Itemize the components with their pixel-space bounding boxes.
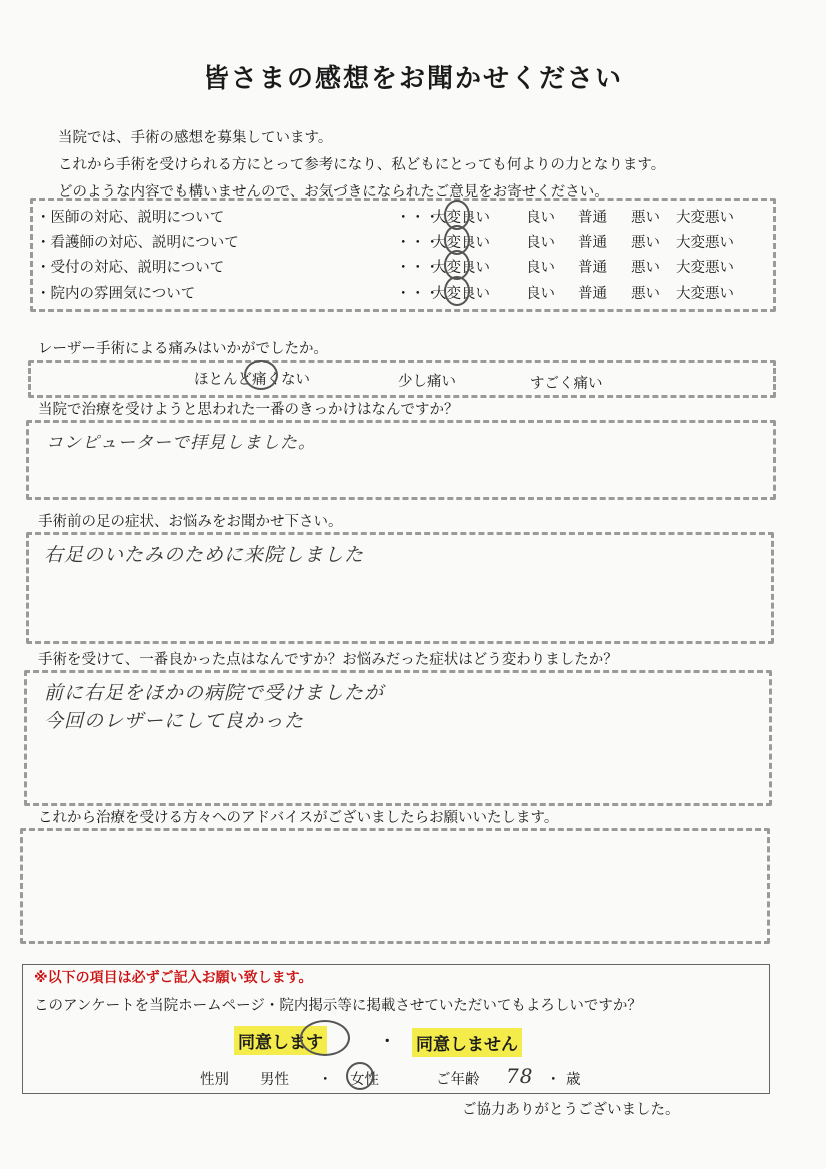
agree-option[interactable]: 同意します [234, 1026, 327, 1055]
intro-line-1: 当院では、手術の感想を募集しています。 [58, 130, 333, 146]
selection-circle [346, 1062, 374, 1090]
consent-separator: ・ [380, 1034, 395, 1050]
option-good[interactable]: 良い [526, 235, 555, 251]
option-bad[interactable]: 悪い [631, 260, 660, 276]
thanks-message: ご協力ありがとうございました。 [462, 1102, 680, 1118]
option-very-good[interactable]: 大変良い [432, 210, 490, 226]
consent-question: このアンケートを当院ホームページ・院内掲示等に掲載させていただいてもよろしいですか？ [34, 998, 642, 1014]
option-very-bad[interactable]: 大変悪い [676, 235, 734, 251]
selection-circle [300, 1020, 350, 1056]
option-normal[interactable]: 普通 [578, 235, 607, 251]
rating-label: ・受付の対応、説明について [36, 260, 225, 276]
pain-option-severe[interactable]: すごく痛い [530, 376, 603, 392]
option-bad[interactable]: 悪い [631, 286, 660, 302]
rating-dots: ・・・ [396, 260, 440, 276]
result-question: 手術を受けて、一番良かった点はなんですか？お悩みだった症状はどう変わりましたか？ [38, 652, 618, 668]
pain-question: レーザー手術による痛みはいかがでしたか。 [38, 341, 328, 357]
gender-male[interactable]: 男性 [260, 1072, 289, 1088]
selection-circle [444, 276, 470, 306]
disagree-option[interactable]: 同意しません [412, 1028, 522, 1057]
advice-answer-box[interactable] [20, 828, 770, 944]
age-label: ご年齢 [436, 1072, 480, 1088]
result-answer-line-1: 前に右足をほかの病院で受けましたが [44, 682, 385, 704]
age-separator: ・ [546, 1072, 561, 1088]
advice-question: これから治療を受ける方々へのアドバイスがございましたらお願いいたします。 [38, 810, 559, 826]
option-bad[interactable]: 悪い [631, 235, 660, 251]
intro-line-2: これから手術を受けられる方にとって参考になり、私どもにとっても何よりの力となります。 [58, 157, 666, 173]
rating-label: ・看護師の対応、説明について [36, 235, 239, 251]
option-very-good[interactable]: 大変良い [432, 235, 490, 251]
required-note: ※以下の項目は必ずご記入お願い致します。 [34, 970, 313, 986]
option-good[interactable]: 良い [526, 260, 555, 276]
selection-circle [244, 360, 278, 390]
rating-dots: ・・・ [396, 286, 440, 302]
option-normal[interactable]: 普通 [578, 210, 607, 226]
option-very-bad[interactable]: 大変悪い [676, 260, 734, 276]
option-bad[interactable]: 悪い [631, 210, 660, 226]
intro-line-3: どのような内容でも構いませんので、お気づきになられたご意見をお寄せください。 [58, 184, 609, 200]
pain-option-none[interactable]: ほとんど痛くない [194, 372, 310, 388]
rating-label: ・院内の雰囲気について [36, 286, 196, 302]
rating-row-nurse [36, 231, 776, 251]
gender-female[interactable]: 女性 [350, 1072, 379, 1088]
symptoms-answer: 右足のいたみのために来院しました [44, 544, 365, 566]
result-answer-line-2: 今回のレザーにして良かった [44, 710, 305, 732]
age-value[interactable]: 78 [506, 1064, 534, 1088]
gender-separator: ・ [318, 1072, 333, 1088]
rating-label: ・医師の対応、説明について [36, 210, 225, 226]
option-good[interactable]: 良い [526, 210, 555, 226]
rating-row-atmosphere [36, 282, 776, 302]
option-good[interactable]: 良い [526, 286, 555, 302]
rating-dots: ・・・ [396, 210, 440, 226]
option-very-good[interactable]: 大変良い [432, 260, 490, 276]
option-very-bad[interactable]: 大変悪い [676, 286, 734, 302]
option-very-good[interactable]: 大変良い [432, 286, 490, 302]
symptoms-question: 手術前の足の症状、お悩みをお聞かせ下さい。 [38, 514, 343, 530]
rating-dots: ・・・ [396, 235, 440, 251]
trigger-answer: コンピューターで拝見しました。 [46, 433, 316, 453]
rating-row-reception [36, 256, 776, 276]
rating-row-doctor [36, 206, 776, 226]
gender-label: 性別 [200, 1072, 229, 1088]
page-title: 皆さまの感想をお聞かせください [202, 64, 623, 94]
age-unit: 歳 [566, 1072, 581, 1088]
option-normal[interactable]: 普通 [578, 286, 607, 302]
pain-option-little[interactable]: 少し痛い [398, 374, 456, 390]
option-normal[interactable]: 普通 [578, 260, 607, 276]
option-very-bad[interactable]: 大変悪い [676, 210, 734, 226]
trigger-question: 当院で治療を受けようと思われた一番のきっかけはなんですか？ [38, 402, 459, 418]
